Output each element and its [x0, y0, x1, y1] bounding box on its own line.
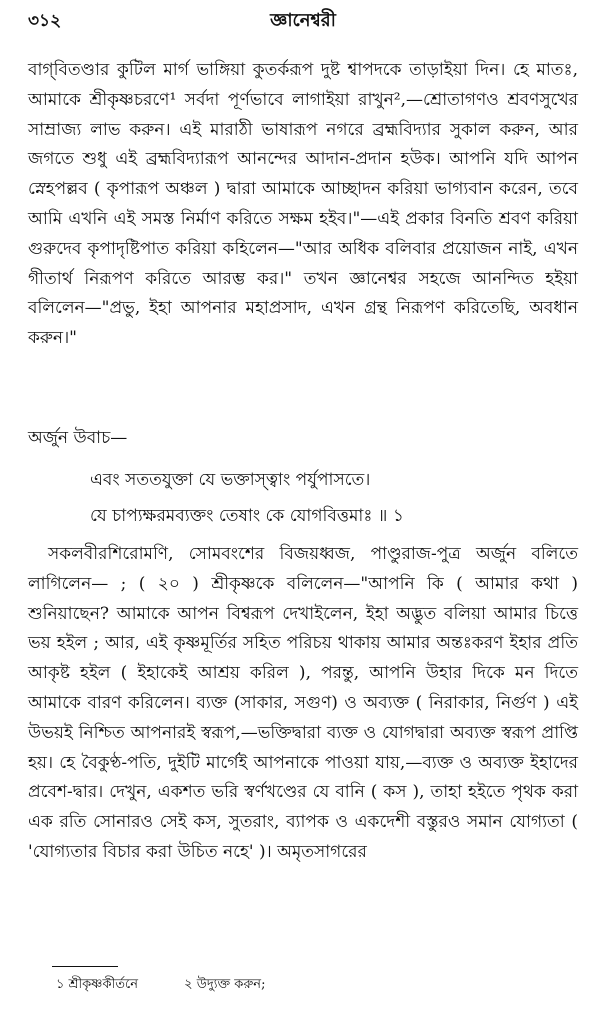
- footnote-divider: [52, 966, 118, 967]
- speaker-heading: অর্জুন উবাচ—: [28, 428, 128, 448]
- verse-line-2: যে চাপ্যক্ষরমব্যক্তং তেষাং কে যোগবিত্তমাঃ ॥ ১: [90, 506, 404, 526]
- paragraph-1: বাগ্‌বিতণ্ডার কুটিল মার্গ ভাঙ্গিয়া কুতর্করূপ দুষ্ট শ্বাপদকে তাড়াইয়া দিন। হে মাতঃ, আমাকে শ্রীকৃষ্ণচরণে¹ সর্বদা পূর্ণভাবে লাগাইয়া রাখুন²,—শ্রোতাগণও শ্রবণসুখের সাম্রাজ্য লাভ করুন। এই মারাঠী ভাষারূপ নগরে ব্রহ্মবিদ্যার সুকাল করুন, আর জগতে শুধু এই ব্রহ্মবিদ্যারূপ আনন্দের আদান-প্রদান হউক। আপনি যদি আপন স্নেহপল্লব ( কৃপারূপ অঞ্চল ) দ্বারা আমাকে আচ্ছাদন করিয়া ভাগ্যবান করেন, তবে আমি এখনি এই সমস্ত নির্মাণ করিতে সক্ষম হইব।"—এই প্রকার বিনতি শ্রবণ করিয়া গুরুদেব কৃপাদৃষ্টিপাত করিয়া কহিলেন—"আর অধিক বলিবার প্রয়োজন নাই, এখন গীতার্থ নিরূপণ করিতে আরম্ভ কর।" তখন জ্ঞানেশ্বর সহজে আনন্দিত হইয়া বলিলেন—"প্রভু, ইহা আপনার মহাপ্রসাদ, এখন গ্রন্থ নিরূপণ করিতেছি, অবধান করুন।": [28, 60, 578, 349]
- verse-line-1: এবং সততযুক্তা যে ভক্তাস্ত্বাং পর্যুপাসতে।: [90, 470, 371, 490]
- page-number: ৩১২: [28, 11, 62, 31]
- footnote-1: ১ শ্রীকৃষ্ণকীর্তনে: [56, 977, 139, 992]
- verse-block: [90, 462, 560, 534]
- paragraph-2: সকলবীরশিরোমণি, সোমবংশের বিজয়ধ্বজ, পাণ্ডুরাজ-পুত্র অর্জুন বলিতে লাগিলেন— ; ( ২০ ) শ্রীকৃষ্ণকে বলিলেন—"আপনি কি ( আমার কথা ) শুনিয়াছেন? আমাকে আপন বিশ্বরূপ দেখাইলেন, ইহা অদ্ভুত বলিয়া আমার চিত্তে ভয় হইল ; আর, এই কৃষ্ণমূর্তির সহিত পরিচয় থাকায় আমার অন্তঃকরণ ইহার প্রতি আকৃষ্ট হইল ( ইহাকেই আশ্রয় করিল ), পরন্তু, আপনি উহার দিকে মন দিতে আমাকে বারণ করিলেন। ব্যক্ত (সাকার, সগুণ) ও অব্যক্ত ( নিরাকার, নির্গুণ ) এই উভয়ই নিশ্চিত আপনারই স্বরূপ,—ভক্তিদ্বারা ব্যক্ত ও যোগদ্বারা অব্যক্ত স্বরূপ প্রাপ্তি হয়। হে বৈকুণ্ঠ-পতি, দুইটি মার্গেই আপনাকে পাওয়া যায়,—ব্যক্ত ও অব্যক্ত ইহাদের প্রবেশ-দ্বার। দেখুন, একশত ভরি স্বর্ণখণ্ডের যে বানি ( কস ), তাহা হইতে পৃথক করা এক রতি সোনারও সেই কস, সুতরাং, ব্যাপক ও একদেশী বস্তুরও সমান যোগ্যতা ( 'যোগ্যতার বিচার করা উচিত নহে' )। অমৃতসাগরের: [28, 544, 578, 862]
- page-header: [28, 4, 578, 34]
- footnotes: [56, 975, 307, 996]
- footnote-2: ২ উদ্যুক্ত করুন;: [184, 977, 266, 992]
- running-title: জ্ঞানেশ্বরী: [270, 10, 336, 31]
